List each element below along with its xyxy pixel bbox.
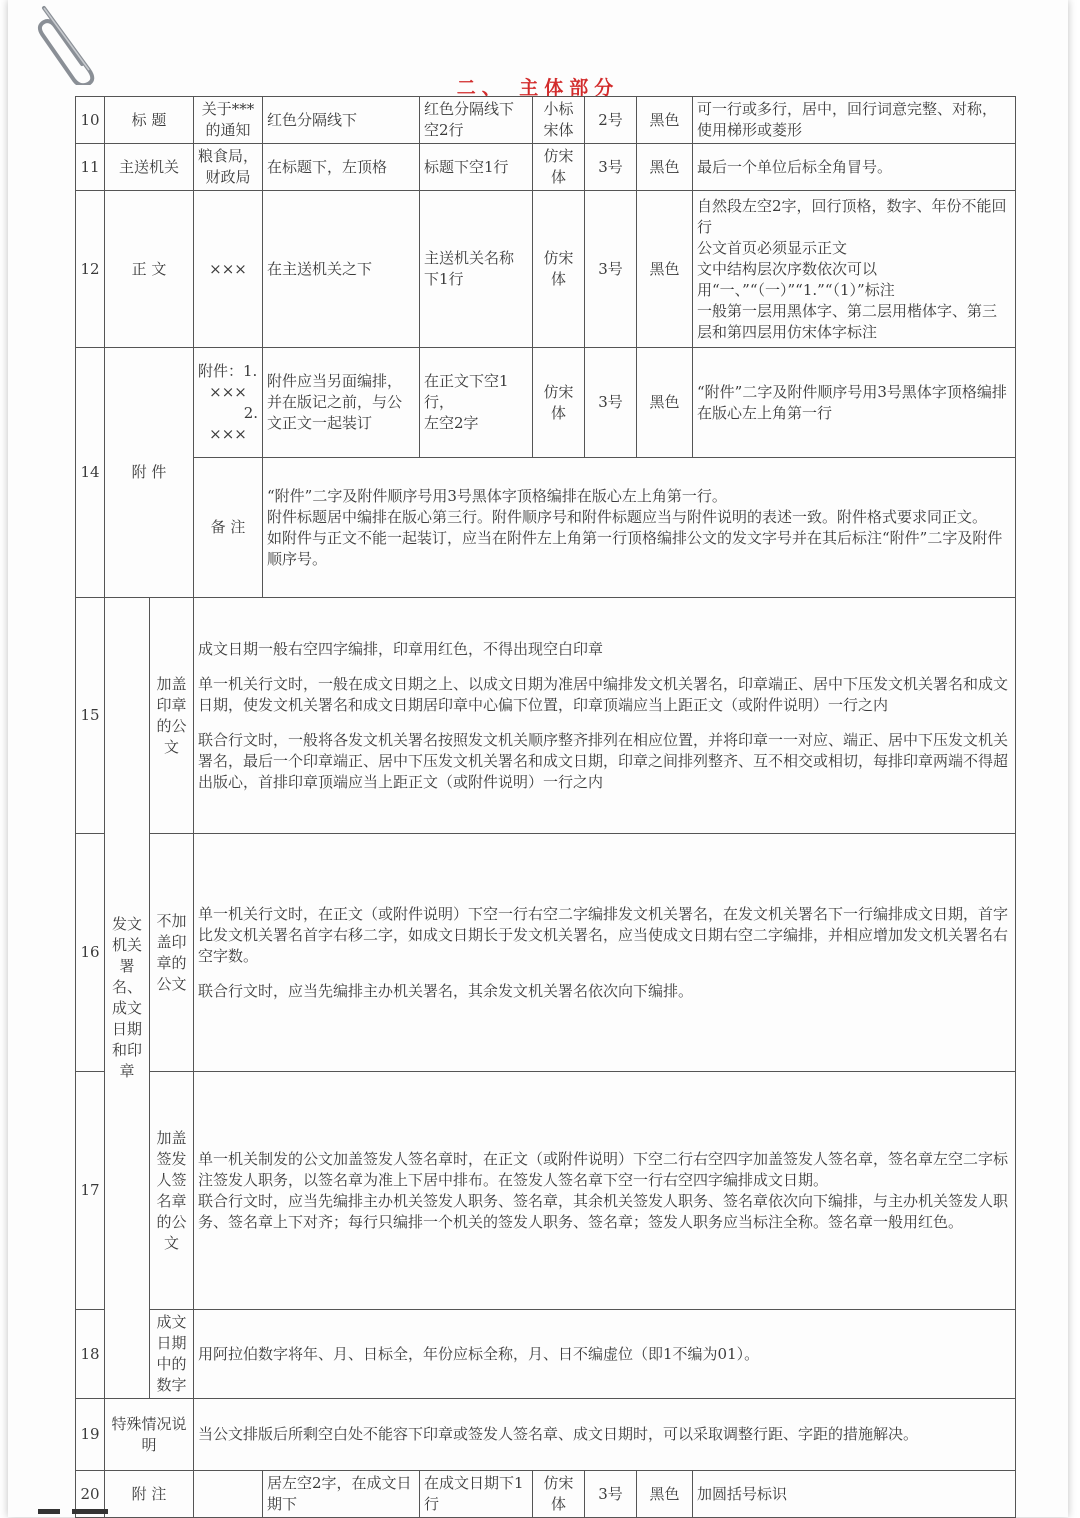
item-name: 标 题 (105, 97, 194, 144)
color-text: 黑色 (637, 191, 693, 348)
spacing-text: 标题下空1行 (420, 144, 533, 191)
position-text: 居左空2字，在成文日期下 (263, 1471, 420, 1518)
row-number: 12 (76, 191, 105, 348)
font-text: 仿宋体 (533, 144, 585, 191)
notes-line: 一般第一层用黑体字、第二层用楷体字、第三层和第四层用仿宋体字标注 (697, 301, 998, 341)
format-table (75, 96, 1016, 1518)
remark-cell (263, 458, 1016, 598)
notes-text: 最后一个单位后标全角冒号。 (693, 144, 1016, 191)
sub-label: 成文日期中的数字 (150, 1310, 194, 1399)
cropped-text-fragment (38, 1508, 148, 1514)
font-text: 小标宋体 (533, 97, 585, 144)
spacing-line: 在正文下空1 (424, 372, 509, 390)
size-text: 3号 (585, 1471, 637, 1518)
font-text: 仿宋体 (533, 1471, 585, 1518)
example-line: ××× (209, 382, 247, 401)
row-number: 17 (76, 1072, 105, 1310)
spacing-text: 在成文日期下1行 (420, 1471, 533, 1518)
color-text: 黑色 (637, 144, 693, 191)
size-text: 2号 (585, 97, 637, 144)
remark-line: 如附件与正文不能一起装订，应当在附件左上角第一行顶格编排公文的发文字号并在其后标注“附件”二字及附件顺序号。 (267, 528, 1003, 568)
table-row (76, 1399, 1016, 1471)
sub-label: 加盖签发人签名章的公文 (150, 1072, 194, 1310)
row-number: 14 (76, 348, 105, 598)
content-para: 联合行文时，一般将各发文机关署名按照发文机关顺序整齐排列在相应位置，并将印章一一对应、端正、居中下压发文机关署名，最后一个印章端正、居中下压发文机关署名和成文日期，印章之间排列整齐、互不相交或相切，每排印章两端不得超出版心，首排印章顶端应当上距正文（或附件说明）一行之内 (198, 730, 1009, 791)
color-text: 黑色 (637, 97, 693, 144)
example-text: ××× (194, 191, 263, 348)
section-title: 二、 主体部分 (456, 77, 620, 99)
table-row (76, 1471, 1016, 1518)
example-line: 附件：1. (198, 361, 258, 380)
row-number: 15 (76, 598, 105, 834)
color-text: 黑色 (637, 1471, 693, 1518)
sub-label: 加盖印章的公文 (150, 598, 194, 834)
row-number: 18 (76, 1310, 105, 1399)
content-para: 联合行文时，应当先编排主办机关签发人职务、签名章，其余机关签发人职务、签名章依次向下编排，与主办机关签发人职务、签名章上下对齐；每行只编排一个机关的签发人职务、签名章；签发人职务应当标注全称。签名章一般用红色。 (198, 1191, 1009, 1231)
row-number: 19 (76, 1399, 105, 1471)
size-text: 3号 (585, 191, 637, 348)
remark-line: “附件”二字及附件顺序号用3号黑体字顶格编排在版心左上角第一行。 (267, 486, 727, 505)
spacing-line: 左空2字 (424, 414, 479, 432)
notes-cell (693, 191, 1016, 348)
item-name: 正 文 (105, 191, 194, 348)
position-text: 红色分隔线下 (263, 97, 420, 144)
notes-text: 可一行或多行，居中，回行词意完整、对称，使用梯形或菱形 (693, 97, 1016, 144)
item-name: 主送机关 (105, 144, 194, 191)
item-name: 附 注 (105, 1471, 194, 1518)
table-row (76, 191, 1016, 348)
table-row (76, 598, 1016, 834)
row-number: 10 (76, 97, 105, 144)
notes-line: 公文首页必须显示正文 (697, 238, 848, 257)
spacing-cell (420, 348, 533, 458)
table-row (76, 1072, 1016, 1310)
content-para: 单一机关制发的公文加盖签发人签名章时，在正文（或附件说明）下空二行右空四字加盖签发人签名章，签名章左空二字标注签发人职务，以签名章为准上下居中排布。在签发人签名章下空一行右空四字编排成文日期。 (198, 1149, 1009, 1189)
content-cell (194, 834, 1016, 1072)
table-row (76, 834, 1016, 1072)
content-text: 当公文排版后所剩空白处不能容下印章或签发人签名章、成文日期时，可以采取调整行距、字距的措施解决。 (194, 1399, 1016, 1471)
example-text: 粮食局，财政局 (194, 144, 263, 191)
row-number: 16 (76, 834, 105, 1072)
row-number: 20 (76, 1471, 105, 1518)
remark-line: 附件标题居中编排在版心第三行。附件顺序号和附件标题应当与附件说明的表述一致。附件格式要求同正文。 (267, 507, 988, 526)
example-cell (194, 348, 263, 458)
table-row (76, 458, 1016, 598)
item-name: 附 件 (105, 348, 194, 598)
item-name: 特殊情况说明 (105, 1399, 194, 1471)
spacing-text: 主送机关名称下1行 (420, 191, 533, 348)
content-para: 单一机关行文时，在正文（或附件说明）下空一行右空二字编排发文机关署名，在发文机关署名下一行编排成文日期，首字比发文机关署名首字右移二字，如成文日期长于发文机关署名，应当使成文日期右空二字编排，并相应增加发文机关署名右空字数。 (198, 904, 1009, 965)
example-line: 2. (243, 403, 258, 422)
size-text: 3号 (585, 348, 637, 458)
group-label: 发文机关署名、成文日期和印章 (105, 598, 150, 1399)
table-row (76, 144, 1016, 191)
font-text: 仿宋体 (533, 348, 585, 458)
content-text: 用阿拉伯数字将年、月、日标全，年份应标全称，月、日不编虚位（即1不编为01）。 (194, 1310, 1016, 1399)
position-text: 在主送机关之下 (263, 191, 420, 348)
sub-label: 不加盖印章的公文 (150, 834, 194, 1072)
notes-line: 自然段左空2字，回行顶格，数字、年份不能回行 (697, 196, 1007, 236)
size-text: 3号 (585, 144, 637, 191)
example-line: ××× (209, 424, 247, 443)
notes-text: 加圆括号标识 (693, 1471, 1016, 1518)
color-text: 黑色 (637, 348, 693, 458)
content-para: 单一机关行文时，一般在成文日期之上、以成文日期为准居中编排发文机关署名，印章端正、居中下压发文机关署名和成文日期，使发文机关署名和成文日期居印章中心偏下位置，印章顶端应当上距正文（或附件说明）一行之内 (198, 674, 1009, 714)
notes-text: “附件”二字及附件顺序号用3号黑体字顶格编排在版心左上角第一行 (693, 348, 1016, 458)
table-row (76, 97, 1016, 144)
table-row (76, 348, 1016, 458)
example-text: 关于***的通知 (194, 97, 263, 144)
position-text: 附件应当另面编排，并在版记之前，与公文正文一起装订 (263, 348, 420, 458)
position-text: 在标题下，左顶格 (263, 144, 420, 191)
content-cell (194, 1072, 1016, 1310)
content-para: 成文日期一般右空四字编排，印章用红色，不得出现空白印章 (198, 639, 604, 658)
table-row (76, 1310, 1016, 1399)
document-page (8, 0, 1068, 1517)
content-para: 联合行文时，应当先编排主办机关署名，其余发文机关署名依次向下编排。 (198, 981, 694, 1000)
remark-label: 备 注 (194, 458, 263, 598)
content-cell (194, 598, 1016, 834)
spacing-text: 红色分隔线下空2行 (420, 97, 533, 144)
spacing-line: 行， (424, 393, 455, 411)
example-text (194, 1471, 263, 1518)
row-number: 11 (76, 144, 105, 191)
font-text: 仿宋体 (533, 191, 585, 348)
notes-line: 文中结构层次序数依次可以用“一、”“（一）”“1.”“（1）”标注 (697, 259, 895, 299)
